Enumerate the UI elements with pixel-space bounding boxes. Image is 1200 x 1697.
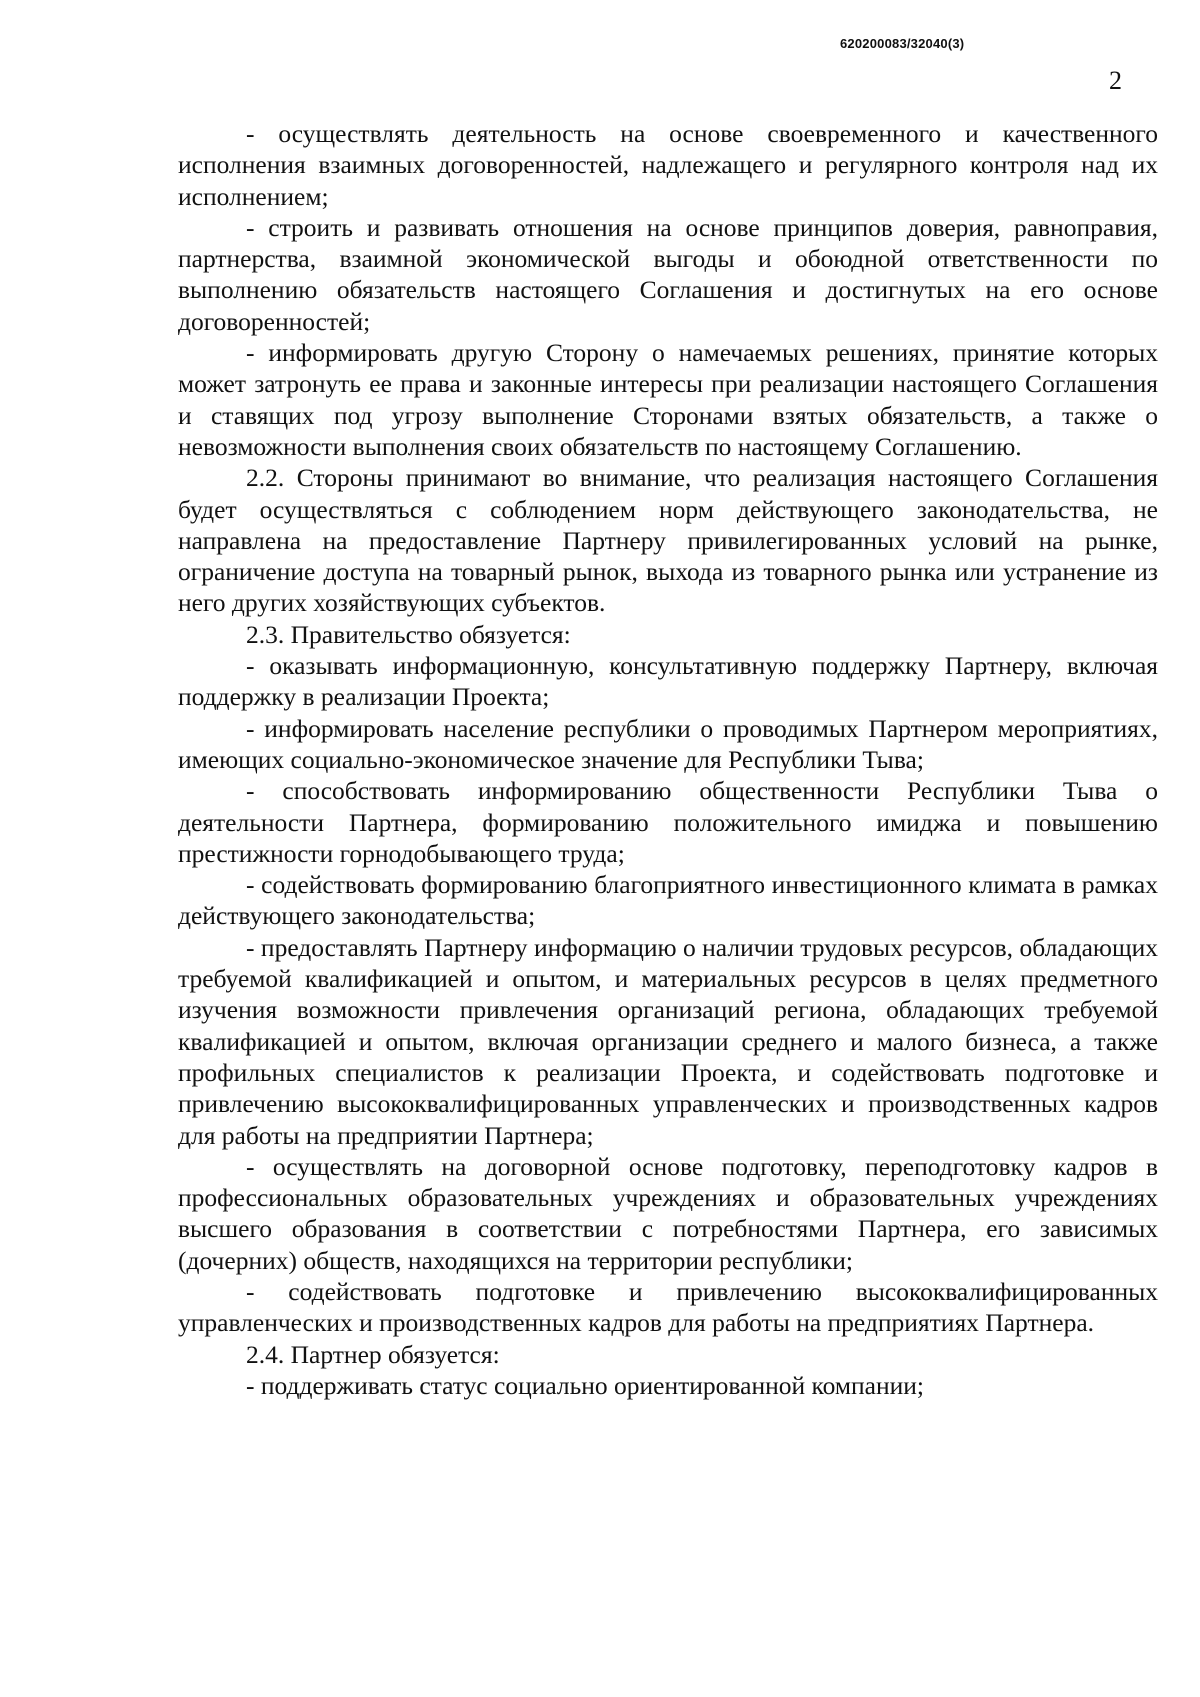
paragraph: - предоставлять Партнеру информацию о наличии трудовых ресурсов, обладающих требуемой квалификацией и опытом, и материальных ресурсов в целях предметного изучения возможности привлечения организаций региона, обладающих требуемой квалификацией и опытом, включая организации среднего и малого бизнеса, а также профильных специалистов к реализации Проекта, и содействовать подготовке и привлечению высококвалифицированных управленческих и производственных кадров для работы на предприятии Партнера; <box>178 932 1158 1150</box>
paragraph: 2.2. Стороны принимают во внимание, что реализация настоящего Соглашения будет осуществляться с соблюдением норм действующего законодательства, не направлена на предоставление Партнеру привилегированных условий на рынке, ограничение доступа на товарный рынок, выхода из товарного рынка или устранение из него других хозяйствующих субъектов. <box>178 463 1158 618</box>
paragraph: - строить и развивать отношения на основе принципов доверия, равноправия, партнерства, взаимной экономической выгоды и обоюдной ответственности по выполнению обязательств настоящего Соглашения и достигнутых на его основе договоренностей; <box>178 212 1158 336</box>
document-body <box>178 118 1158 1401</box>
paragraph: 2.4. Партнер обязуется: <box>246 1339 500 1369</box>
paragraph: - содействовать формированию благоприятного инвестиционного климата в рамках действующего законодательства; <box>178 870 1158 931</box>
paragraph: - поддерживать статус социально ориентированной компании; <box>246 1370 925 1400</box>
paragraph: - содействовать подготовке и привлечению высококвалифицированных управленческих и производственных кадров для работы на предприятиях Партнера. <box>178 1276 1158 1338</box>
paragraph: - информировать население республики о проводимых Партнером мероприятиях, имеющих социально-экономическое значение для Республики Тыва; <box>178 713 1158 774</box>
paragraph: 2.3. Правительство обязуется: <box>246 619 571 649</box>
page-number: 2 <box>1109 66 1122 95</box>
document-id: 620200083/32040(3) <box>840 36 965 51</box>
paragraph: - осуществлять деятельность на основе своевременного и качественного исполнения взаимных договоренностей, надлежащего и регулярного контроля над их исполнением; <box>178 119 1158 211</box>
paragraph: - способствовать информированию общественности Республики Тыва о деятельности Партнера, формированию положительного имиджа и повышению престижности горнодобывающего труда; <box>178 776 1158 868</box>
paragraph: - информировать другую Сторону о намечаемых решениях, принятие которых может затронуть ее права и законные интересы при реализации настоящего Соглашения и ставящих под угрозу выполнение Сторонами взятых обязательств, а также о невозможности выполнения своих обязательств по настоящему Соглашению. <box>178 338 1158 461</box>
paragraph: - осуществлять на договорной основе подготовку, переподготовку кадров в профессиональных образовательных учреждениях и образовательных учреждениях высшего образования в соответствии с потребностями Партнера, его зависимых (дочерних) обществ, находящихся на территории республики; <box>178 1151 1158 1275</box>
paragraph: - оказывать информационную, консультативную поддержку Партнеру, включая поддержку в реализации Проекта; <box>178 651 1158 712</box>
